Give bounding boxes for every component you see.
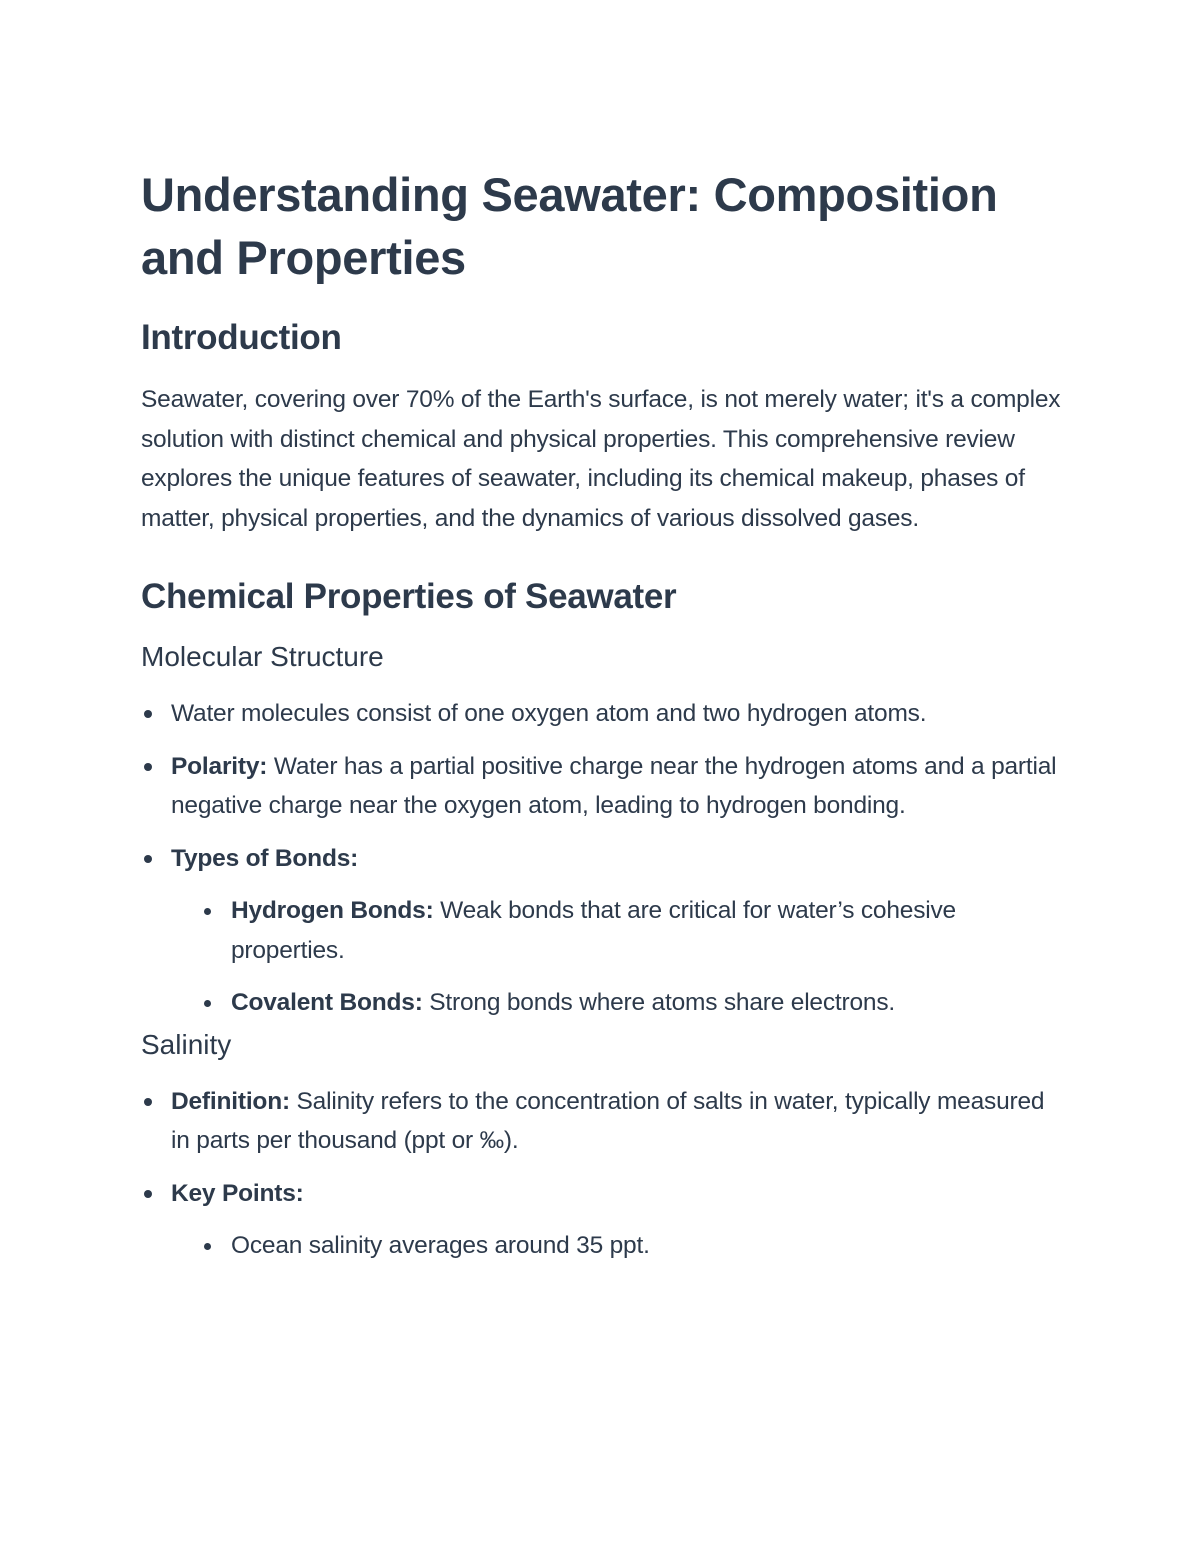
- introduction-heading: Introduction: [141, 318, 342, 357]
- list-item-text: Salinity refers to the concentration of salts in water, typically measured in parts per thousand (ppt or ‰).: [171, 1087, 1045, 1154]
- list-item: [201, 1226, 1061, 1266]
- page-title: Understanding Seawater: Composition and Properties: [141, 168, 998, 284]
- list-item-label: Hydrogen Bonds:: [231, 897, 434, 924]
- list-item: [141, 694, 1061, 734]
- list-item-text: Strong bonds where atoms share electrons.: [422, 989, 895, 1016]
- list-item: [201, 891, 1061, 970]
- salinity-list: [141, 1082, 1061, 1266]
- list-item-text: Water has a partial positive charge near the hydrogen atoms and a partial negative charge near the oxygen atom, leading to hydrogen bonding.: [171, 752, 1057, 819]
- list-item-label: Polarity:: [171, 752, 268, 780]
- list-item-label: Covalent Bonds:: [231, 989, 423, 1016]
- list-item: [141, 747, 1061, 826]
- molecular-structure-list: [141, 694, 1061, 1023]
- bond-types-list: [171, 891, 1061, 1023]
- list-item: [141, 839, 1061, 1023]
- list-item: [201, 983, 1061, 1023]
- list-item-label: Types of Bonds:: [171, 844, 359, 872]
- list-item-label: Definition:: [171, 1087, 290, 1115]
- document-page: [141, 163, 1061, 1266]
- list-item: [141, 1082, 1061, 1161]
- key-points-list: [171, 1226, 1061, 1266]
- list-item-text: Water molecules consist of one oxygen atom and two hydrogen atoms.: [171, 700, 927, 727]
- list-item-label: Key Points:: [171, 1179, 304, 1207]
- salinity-heading: Salinity: [141, 1028, 232, 1060]
- list-item: [141, 1174, 1061, 1266]
- introduction-paragraph: Seawater, covering over 70% of the Earth's surface, is not merely water; it's a complex solution with distinct chemical and physical properties. This comprehensive review explores the unique features of seawater, including its chemical makeup, phases of matter, physical properties, and the dynamics of various dissolved gases.: [141, 386, 1061, 532]
- chemical-properties-heading: Chemical Properties of Seawater: [141, 577, 677, 616]
- list-item-text: Weak bonds that are critical for water’s cohesive properties.: [231, 897, 956, 964]
- list-item-text: Ocean salinity averages around 35 ppt.: [231, 1232, 650, 1259]
- molecular-structure-heading: Molecular Structure: [141, 641, 384, 672]
